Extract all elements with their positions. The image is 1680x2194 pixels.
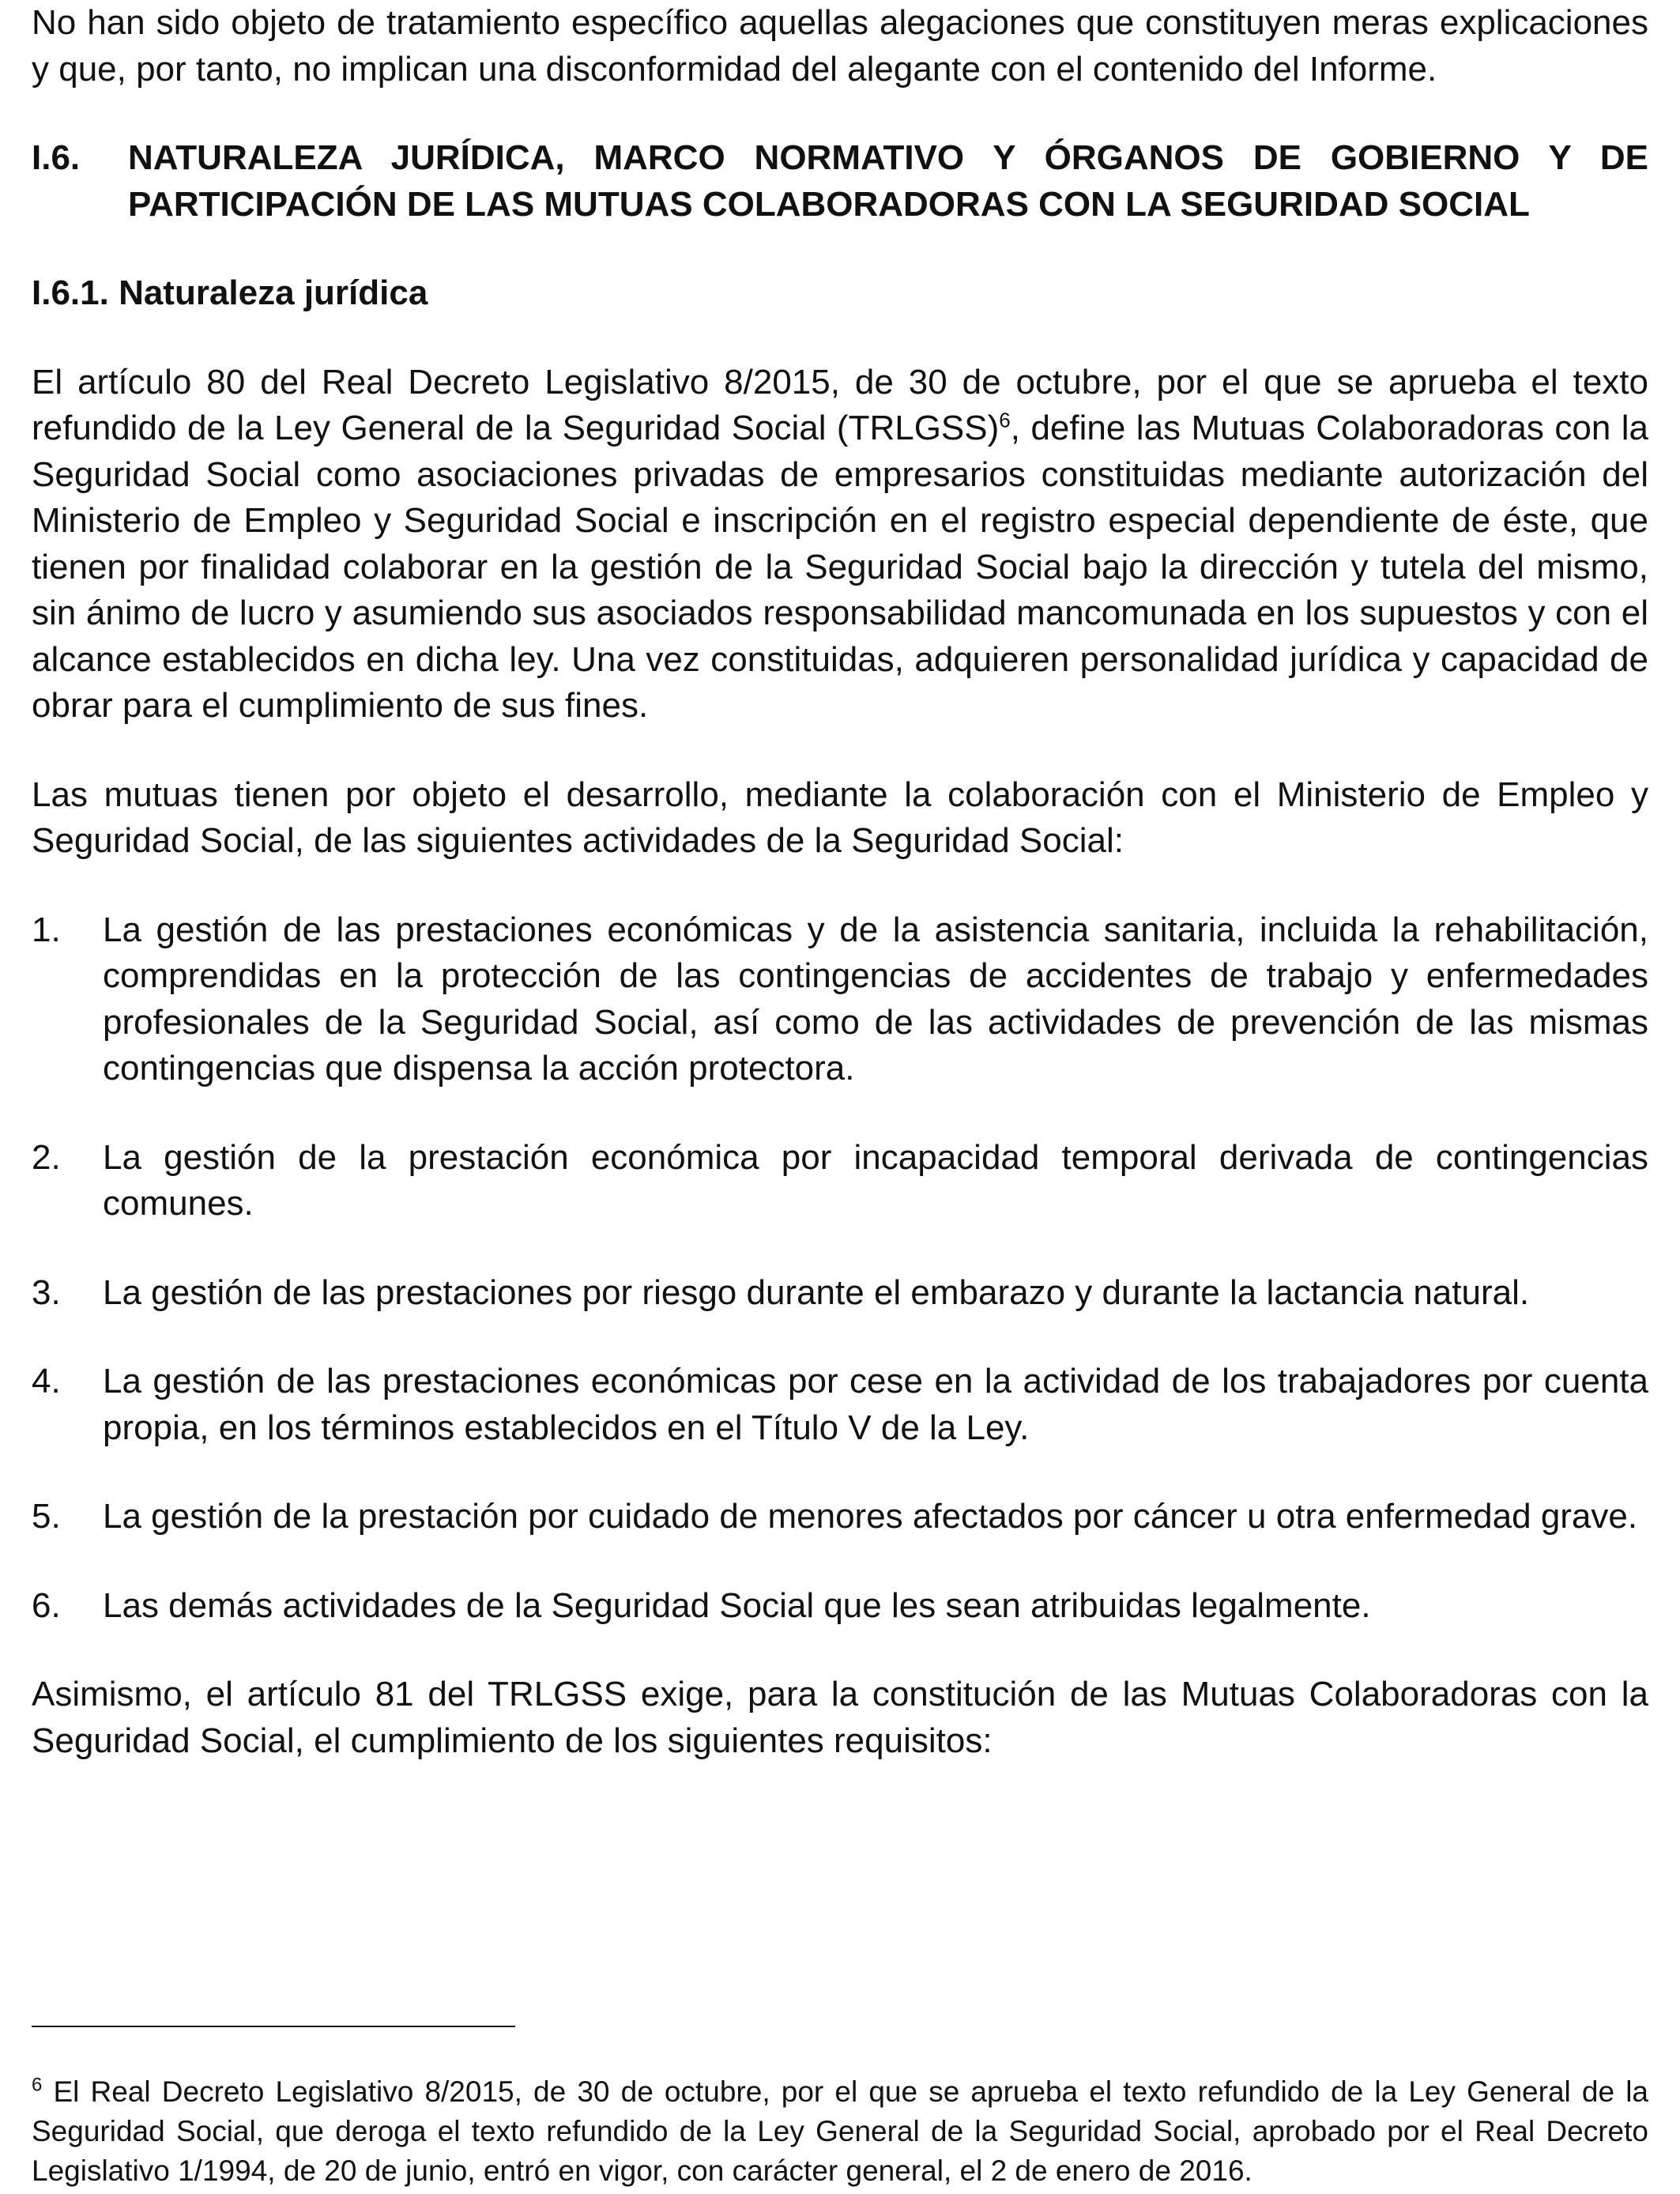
list-item-text: La gestión de la prestación por cuidado de menores afectados por cáncer u otra enfermedad grave. — [103, 1497, 1638, 1536]
list-item-number: 6. — [32, 1585, 61, 1625]
activities-list — [32, 907, 1648, 1630]
list-item — [32, 1359, 1648, 1451]
list-item-number: 5. — [32, 1497, 61, 1536]
list-item-text: La gestión de las prestaciones económicas por cese en la actividad de los trabajadores por cuenta propia, en los términos establecidos en el Título V de la Ley. — [103, 1362, 1648, 1447]
intro-paragraph: No han sido objeto de tratamiento específico aquellas alegaciones que constituyen meras explicaciones y que, por tanto, no implican una disconformidad del alegante con el contenido del Informe. — [32, 3, 1648, 89]
paragraph-activities-intro: Las mutuas tienen por objeto el desarrollo, mediante la colaboración con el Ministerio de Empleo y Seguridad Social, de las siguientes actividades de la Seguridad Social: — [32, 775, 1648, 860]
paragraph-legal-nature-text-a: El artículo 80 del Real Decreto Legislativo 8/2015, de 30 de octubre, por el que se aprueba el texto refundido de la Ley General de la Seguridad Social (TRLGSS) — [32, 362, 1648, 447]
paragraph-legal-nature-text-b: , define las Mutuas Colaboradoras con la Seguridad Social como asociaciones privadas de empresarios constituidas mediante autorización del Ministerio de Empleo y Seguridad Social e inscripción en el registro especial dependiente de éste, que tienen por finalidad colaborar en la gestión de la Seguridad Social bajo la dirección y tutela del mismo, sin ánimo de lucro y asumiendo sus asociados responsabilidad mancomunada en los supuestos y con el alcance establecidos en dicha ley. Una vez constituidas, adquieren personalidad jurídica y capacidad de obrar para el cumplimiento de sus fines. — [32, 409, 1648, 725]
list-item-number: 4. — [32, 1362, 61, 1400]
paragraph-requirements-intro: Asimismo, el artículo 81 del TRLGSS exige, para la constitución de las Mutuas Colaboradoras con la Seguridad Social, el cumplimiento de los siguientes requisitos: — [32, 1675, 1648, 1760]
footnote — [32, 2072, 1648, 2191]
footnote-mark: 6 — [32, 2074, 43, 2096]
list-item-number: 3. — [32, 1272, 61, 1312]
list-item — [32, 1270, 1648, 1317]
list-item-text: Las demás actividades de la Seguridad Social que les sean atribuidas legalmente. — [103, 1585, 1371, 1625]
list-item — [32, 907, 1648, 1092]
list-item-text: La gestión de la prestación económica por incapacidad temporal derivada de contingencias comunes. — [103, 1137, 1648, 1223]
list-item — [32, 1583, 1648, 1630]
list-item-text: La gestión de las prestaciones económicas y de la asistencia sanitaria, incluida la rehabilitación, comprendidas en la protección de las contingencias de accidentes de trabajo y enfermedades profesionales de la Seguridad Social, así como de las actividades de prevención de las mismas contingencias que dispensa la acción protectora. — [103, 910, 1648, 1088]
section-title: NATURALEZA JURÍDICA, MARCO NORMATIVO Y ÓRGANOS DE GOBIERNO Y DE PARTICIPACIÓN DE LAS MUTUAS COLABORADORAS CON LA SEGURIDAD SOCIAL — [128, 138, 1648, 224]
section-heading — [32, 135, 1648, 228]
list-item-text: La gestión de las prestaciones por riesgo durante el embarazo y durante la lactancia natural. — [103, 1272, 1530, 1312]
subsection-heading: I.6.1. Naturaleza jurídica — [32, 273, 428, 312]
footnote-text: El Real Decreto Legislativo 8/2015, de 30 de octubre, por el que se aprueba el texto refundido de la Ley General de la Seguridad Social, que deroga el texto refundido de la Ley General de la Seguridad Social, aprobado por el Real Decreto Legislativo 1/1994, de 20 de junio, entró en vigor, con carácter general, el 2 de enero de 2016. — [32, 2075, 1648, 2187]
list-item-number: 1. — [32, 910, 61, 949]
list-item — [32, 1494, 1648, 1540]
document-page — [32, 0, 1648, 1764]
footnote-reference[interactable]: 6 — [999, 408, 1011, 432]
list-item-number: 2. — [32, 1137, 61, 1177]
footnote-separator — [32, 2026, 515, 2027]
paragraph-legal-nature — [32, 360, 1648, 729]
section-number: I.6. — [32, 138, 81, 177]
list-item — [32, 1135, 1648, 1227]
